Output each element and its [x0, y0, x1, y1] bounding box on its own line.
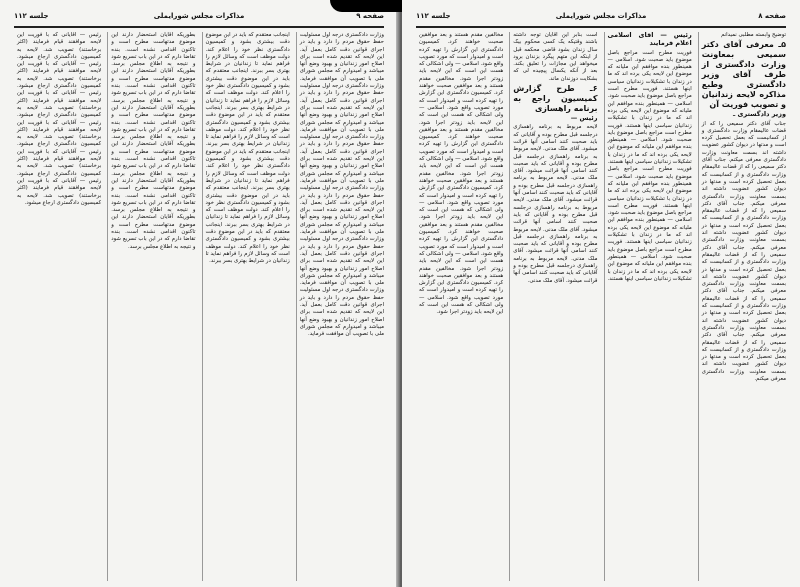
- page-number: صفحه ۹: [356, 12, 384, 20]
- text-column: [416, 32, 503, 581]
- page-header: [416, 12, 786, 24]
- header-rule: [14, 26, 384, 28]
- left-page: [0, 0, 398, 587]
- text-column: [202, 32, 290, 581]
- page-number: صفحه ۸: [758, 12, 786, 20]
- paragraph: است بنابر این آقایان توجه داشته باشند وقتیکه یک کسی محکوم بیک سال زندان بشود قاضی محکمه قبل از اینکه این متهم پیگرد بزندان برود میخواهد این مجازات را تعلیق بکند. بعد از آنکه یکسال پیچیده لی که بشکایت دوزندان ماند.: [513, 32, 598, 82]
- paragraph: جناب آقای دکتر سمیعی را که از قضات عالیمقام وزارت دادگستری و از کسانیست که بعمل تحصیل کرده است و مدتها در دیوان کشور عضویت داشته اند بسمت معاونت وزارت دادگستری معرفی میکنم. جناب آقای دکتر سمیعی را که از قضات عالیمقام وزارت دادگستری و از کسانیست که بعمل تحصیل کرده است و مدتها در دیوان کشور عضویت داشته اند بسمت معاونت وزارت دادگستری معرفی میکنم. جناب آقای دکتر سمیعی را که از قضات عالیمقام وزارت دادگستری و از کسانیست که بعمل تحصیل کرده است و مدتها در دیوان کشور عضویت داشته اند بسمت معاونت وزارت دادگستری معرفی میکنم. جناب آقای دکتر سمیعی را که از قضات عالیمقام وزارت دادگستری و از کسانیست که بعمل تحصیل کرده است و مدتها در دیوان کشور عضویت داشته اند بسمت معاونت وزارت دادگستری معرفی میکنم. جناب آقای دکتر سمیعی را که از قضات عالیمقام وزارت دادگستری و از کسانیست که بعمل تحصیل کرده است و مدتها در دیوان کشور عضویت داشته اند بسمت معاونت وزارت دادگستری معرفی میکنم. جناب آقای دکتر سمیعی را که از قضات عالیمقام وزارت دادگستری و از کسانیست که بعمل تحصیل کرده است و مدتها در دیوان کشور عضویت داشته اند بسمت معاونت وزارت دادگستری معرفی میکنم.: [701, 120, 786, 382]
- text-column: [698, 32, 786, 581]
- paragraph: لایحه مربوط به برنامه راهسازی درجلسه قبل مطرح بوده و آقایانی که باید صحبت کنند اسامی آنها قرائت میشود. آقای ملک مدنی. لایحه مربوط به برنامه راهسازی درجلسه قبل مطرح بوده و آقایانی که باید صحبت کنند اسامی آنها قرائت میشود. آقای ملک مدنی. لایحه مربوط به برنامه راهسازی درجلسه قبل مطرح بوده و آقایانی که باید صحبت کنند اسامی آنها قرائت میشود. آقای ملک مدنی. لایحه مربوط به برنامه راهسازی درجلسه قبل مطرح بوده و آقایانی که باید صحبت کنند اسامی آنها قرائت میشود. آقای ملک مدنی. لایحه مربوط به برنامه راهسازی درجلسه قبل مطرح بوده و آقایانی که باید صحبت کنند اسامی آنها قرائت میشود. آقای ملک مدنی. لایحه مربوط به برنامه راهسازی درجلسه قبل مطرح بوده و آقایانی که باید صحبت کنند اسامی آنها قرائت میشود. آقای ملک مدنی.: [513, 124, 598, 284]
- publication-title: مذاکرات مجلس شورایملی: [153, 12, 245, 20]
- paragraph: توضیح وابسته مطلبی نمیدانم: [721, 32, 786, 38]
- speaker-name: رئیس — آقای اسلامی اعلام فرمایند: [607, 32, 692, 48]
- paragraph: مخالفین مقدم هستند و بعد موافقین صحبت خواهند کرد. کمیسیون دادگستری این گزارش را تهیه کرده است و امیدوار است که مورد تصویب واقع شود. اسلامی — ولی اشکالی که هست این است که این لایحه باید زودتر اجرا شود. مخالفین مقدم هستند و بعد موافقین صحبت خواهند کرد. کمیسیون دادگستری این گزارش را تهیه کرده است و امیدوار است که مورد تصویب واقع شود. اسلامی — ولی اشکالی که هست این است که این لایحه باید زودتر اجرا شود. مخالفین مقدم هستند و بعد موافقین صحبت خواهند کرد. کمیسیون دادگستری این گزارش را تهیه کرده است و امیدوار است که مورد تصویب واقع شود. اسلامی — ولی اشکالی که هست این است که این لایحه باید زودتر اجرا شود. مخالفین مقدم هستند و بعد موافقین صحبت خواهند کرد. کمیسیون دادگستری این گزارش را تهیه کرده است و امیدوار است که مورد تصویب واقع شود. اسلامی — ولی اشکالی که هست این است که این لایحه باید زودتر اجرا شود. مخالفین مقدم هستند و بعد موافقین صحبت خواهند کرد. کمیسیون دادگستری این گزارش را تهیه کرده است و امیدوار است که مورد تصویب واقع شود. اسلامی — ولی اشکالی که هست این است که این لایحه باید زودتر اجرا شود. مخالفین مقدم هستند و بعد موافقین صحبت خواهند کرد. کمیسیون دادگستری این گزارش را تهیه کرده است و امیدوار است که مورد تصویب واقع شود. اسلامی — ولی اشکالی که هست این است که این لایحه باید زودتر اجرا شود.: [419, 32, 504, 316]
- paragraph: وزارت دادگستری درجه اول مسئولیت حفظ حقوق مردم را دارد و باید در اجرای قوانین دقت کامل بعمل آید. این لایحه که تقدیم شده است برای اصلاح امور زندانیان و بهبود وضع آنها میباشد و امیدوارم که مجلس شورای ملی با تصویب آن موافقت فرماید. وزارت دادگستری درجه اول مسئولیت حفظ حقوق مردم را دارد و باید در اجرای قوانین دقت کامل بعمل آید. این لایحه که تقدیم شده است برای اصلاح امور زندانیان و بهبود وضع آنها میباشد و امیدوارم که مجلس شورای ملی با تصویب آن موافقت فرماید. وزارت دادگستری درجه اول مسئولیت حفظ حقوق مردم را دارد و باید در اجرای قوانین دقت کامل بعمل آید. این لایحه که تقدیم شده است برای اصلاح امور زندانیان و بهبود وضع آنها میباشد و امیدوارم که مجلس شورای ملی با تصویب آن موافقت فرماید. وزارت دادگستری درجه اول مسئولیت حفظ حقوق مردم را دارد و باید در اجرای قوانین دقت کامل بعمل آید. این لایحه که تقدیم شده است برای اصلاح امور زندانیان و بهبود وضع آنها میباشد و امیدوارم که مجلس شورای ملی با تصویب آن موافقت فرماید. وزارت دادگستری درجه اول مسئولیت حفظ حقوق مردم را دارد و باید در اجرای قوانین دقت کامل بعمل آید. این لایحه که تقدیم شده است برای اصلاح امور زندانیان و بهبود وضع آنها میباشد و امیدوارم که مجلس شورای ملی با تصویب آن موافقت فرماید. وزارت دادگستری درجه اول مسئولیت حفظ حقوق مردم را دارد و باید در اجرای قوانین دقت کامل بعمل آید. این لایحه که تقدیم شده است برای اصلاح امور زندانیان و بهبود وضع آنها میباشد و امیدوارم که مجلس شورای ملی با تصویب آن موافقت فرماید.: [299, 32, 384, 338]
- session-number: جلسه ۱۱۲: [14, 12, 49, 20]
- paragraph: بطوریکه آقایان استحضار دارند این موضوع مدتهاست مطرح است و تاکنون اقدامی نشده است. بنده تقاضا دارم که در این باب تسریع شود و نتیجه به اطلاع مجلس برسد. بطوریکه آقایان استحضار دارند این موضوع مدتهاست مطرح است و تاکنون اقدامی نشده است. بنده تقاضا دارم که در این باب تسریع شود و نتیجه به اطلاع مجلس برسد. بطوریکه آقایان استحضار دارند این موضوع مدتهاست مطرح است و تاکنون اقدامی نشده است. بنده تقاضا دارم که در این باب تسریع شود و نتیجه به اطلاع مجلس برسد. بطوریکه آقایان استحضار دارند این موضوع مدتهاست مطرح است و تاکنون اقدامی نشده است. بنده تقاضا دارم که در این باب تسریع شود و نتیجه به اطلاع مجلس برسد. بطوریکه آقایان استحضار دارند این موضوع مدتهاست مطرح است و تاکنون اقدامی نشده است. بنده تقاضا دارم که در این باب تسریع شود و نتیجه به اطلاع مجلس برسد. بطوریکه آقایان استحضار دارند این موضوع مدتهاست مطرح است و تاکنون اقدامی نشده است. بنده تقاضا دارم که در این باب تسریع شود و نتیجه به اطلاع مجلس برسد.: [111, 32, 196, 250]
- right-page: [402, 0, 800, 587]
- session-number: جلسه ۱۱۲: [416, 12, 451, 20]
- speaker-name: رئیس —: [570, 114, 598, 123]
- text-column: [14, 32, 101, 581]
- header-rule: [416, 26, 786, 28]
- text-column: [296, 32, 384, 581]
- text-column: [107, 32, 195, 581]
- section-heading: ۵ـ معرفی آقای دکتر سمیعی بمعاونت وزارت دادگستری از طرف آقای وزیر دادگستری وطبع مذاکره لایحه زندانیان و تصویب فوریت آن: [701, 40, 786, 110]
- text-column: [604, 32, 692, 581]
- paragraph: فوریت مطرح است مراجع باصل موضوع باید صحبت شود. اسلامی — همینطور بنده موافقم این ملیانه که موضوع این لایحه یکی برده اند که ما در زندان با تشکیلات زندانیان سیاسی اینها هستند. فوریت مطرح است مراجع باصل موضوع باید صحبت شود. اسلامی — همینطور بنده موافقم این ملیانه که موضوع این لایحه یکی برده اند که ما در زندان با تشکیلات زندانیان سیاسی اینها هستند. فوریت مطرح است مراجع باصل موضوع باید صحبت شود. اسلامی — همینطور بنده موافقم این ملیانه که موضوع این لایحه یکی برده اند که ما در زندان با تشکیلات زندانیان سیاسی اینها هستند. فوریت مطرح است مراجع باصل موضوع باید صحبت شود. اسلامی — همینطور بنده موافقم این ملیانه که موضوع این لایحه یکی برده اند که ما در زندان با تشکیلات زندانیان سیاسی اینها هستند. فوریت مطرح است مراجع باصل موضوع باید صحبت شود. اسلامی — همینطور بنده موافقم این ملیانه که موضوع این لایحه یکی برده اند که ما در زندان با تشکیلات زندانیان سیاسی اینها هستند. فوریت مطرح است مراجع باصل موضوع باید صحبت شود. اسلامی — همینطور بنده موافقم این ملیانه که موضوع این لایحه یکی برده اند که ما در زندان با تشکیلات زندانیان سیاسی اینها هستند.: [607, 49, 692, 282]
- paragraph: رئیس — آقایانی که با فوریت این لایحه موافقند قیام فرمایند (اکثر برخاستند) تصویب شد. لایحه به کمیسیون دادگستری ارجاع میشود. رئیس — آقایانی که با فوریت این لایحه موافقند قیام فرمایند (اکثر برخاستند) تصویب شد. لایحه به کمیسیون دادگستری ارجاع میشود. رئیس — آقایانی که با فوریت این لایحه موافقند قیام فرمایند (اکثر برخاستند) تصویب شد. لایحه به کمیسیون دادگستری ارجاع میشود. رئیس — آقایانی که با فوریت این لایحه موافقند قیام فرمایند (اکثر برخاستند) تصویب شد. لایحه به کمیسیون دادگستری ارجاع میشود. رئیس — آقایانی که با فوریت این لایحه موافقند قیام فرمایند (اکثر برخاستند) تصویب شد. لایحه به کمیسیون دادگستری ارجاع میشود. رئیس — آقایانی که با فوریت این لایحه موافقند قیام فرمایند (اکثر برخاستند) تصویب شد. لایحه به کمیسیون دادگستری ارجاع میشود.: [17, 32, 102, 206]
- text-columns: [416, 32, 786, 581]
- text-column: [509, 32, 597, 581]
- page-header: [14, 12, 384, 24]
- speaker-name: وزیر دادگستری ـ: [733, 110, 786, 119]
- publication-title: مذاکرات مجلس شورایملی: [555, 12, 647, 20]
- section-heading: ۶ـ طرح گزارش کمیسیون راجع به برنامه راهسازی: [513, 84, 598, 114]
- text-columns: [14, 32, 384, 581]
- paragraph: اینجانب معتقدم که باید در این موضوع دقت بیشتری بشود و کمیسیون دادگستری نظر خود را اعلام کند. دولت موظف است که وسائل لازم را فراهم نماید تا زندانیان در شرایط بهتری بسر ببرند. اینجانب معتقدم که باید در این موضوع دقت بیشتری بشود و کمیسیون دادگستری نظر خود را اعلام کند. دولت موظف است که وسائل لازم را فراهم نماید تا زندانیان در شرایط بهتری بسر ببرند. اینجانب معتقدم که باید در این موضوع دقت بیشتری بشود و کمیسیون دادگستری نظر خود را اعلام کند. دولت موظف است که وسائل لازم را فراهم نماید تا زندانیان در شرایط بهتری بسر ببرند. اینجانب معتقدم که باید در این موضوع دقت بیشتری بشود و کمیسیون دادگستری نظر خود را اعلام کند. دولت موظف است که وسائل لازم را فراهم نماید تا زندانیان در شرایط بهتری بسر ببرند. اینجانب معتقدم که باید در این موضوع دقت بیشتری بشود و کمیسیون دادگستری نظر خود را اعلام کند. دولت موظف است که وسائل لازم را فراهم نماید تا زندانیان در شرایط بهتری بسر ببرند. اینجانب معتقدم که باید در این موضوع دقت بیشتری بشود و کمیسیون دادگستری نظر خود را اعلام کند. دولت موظف است که وسائل لازم را فراهم نماید تا زندانیان در شرایط بهتری بسر ببرند.: [205, 32, 290, 265]
